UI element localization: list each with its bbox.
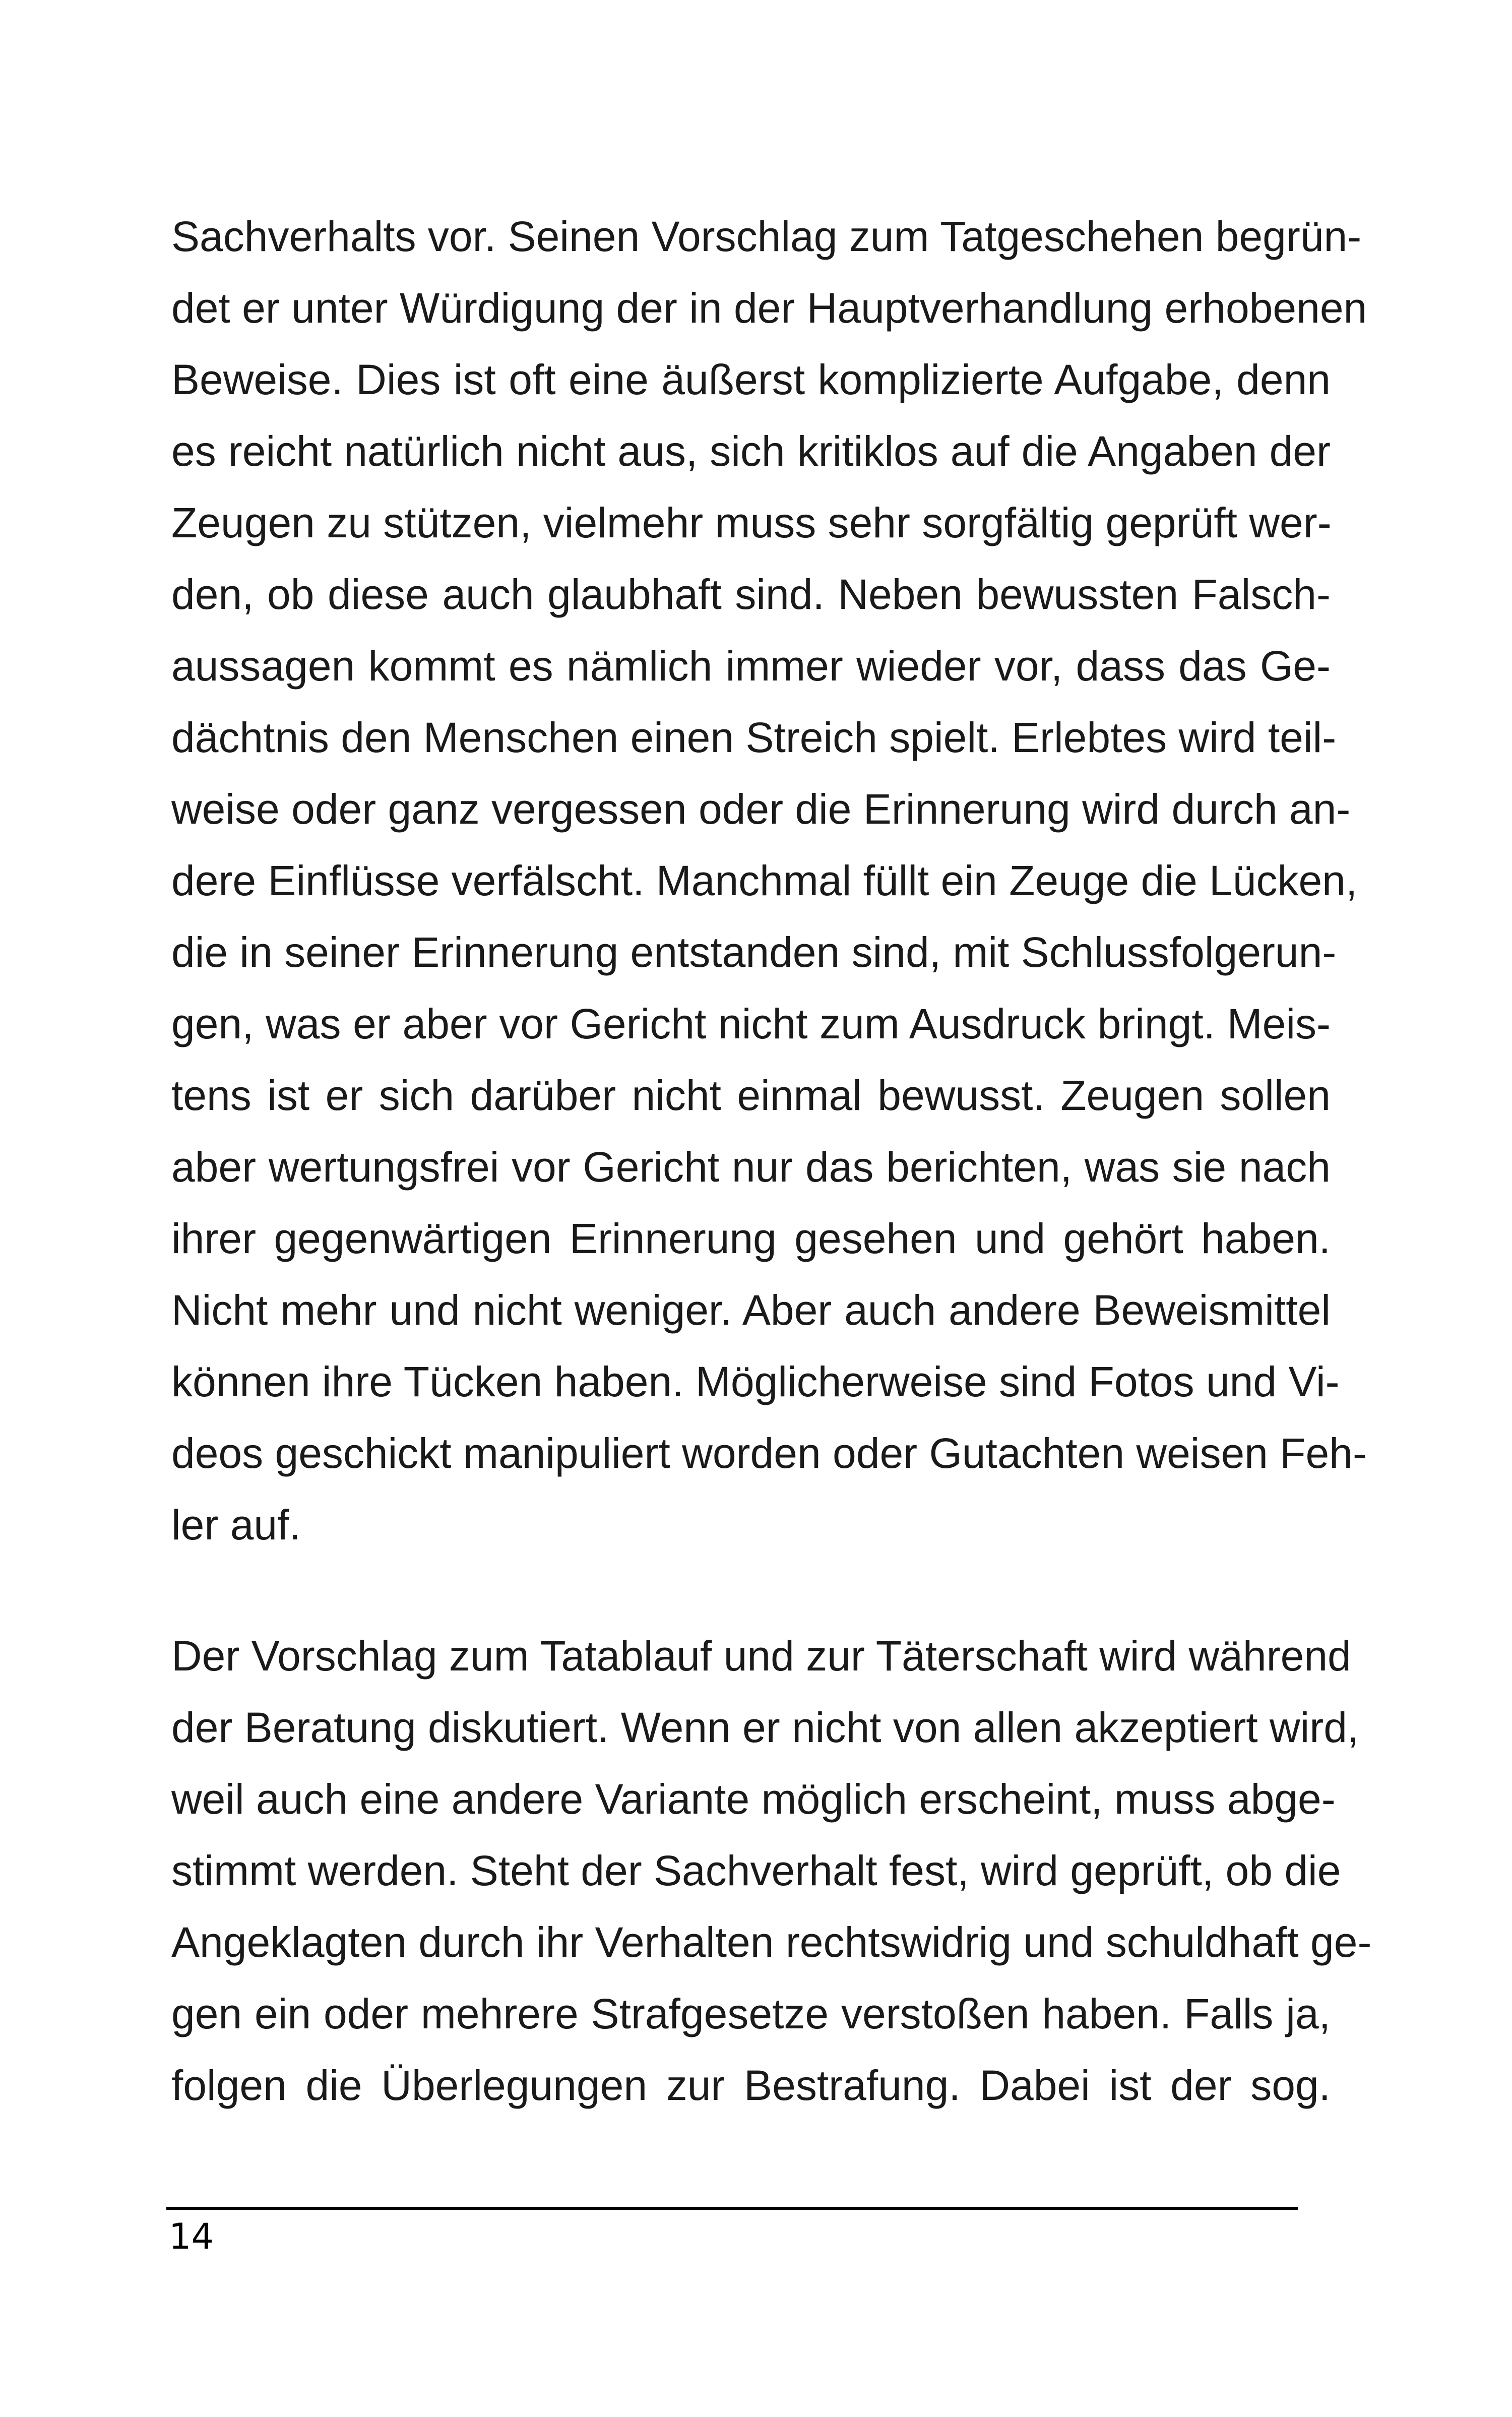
text-line: dächtnis den Menschen einen Streich spielt. Erlebtes wird teil- [171, 714, 1337, 761]
paragraph-2 [171, 1620, 1372, 2121]
text-line: können ihre Tücken haben. Möglicherweise sind Fotos und Vi- [171, 1358, 1340, 1405]
text-line: weil auch eine andere Variante möglich erscheint, muss abge- [171, 1775, 1336, 1823]
text-line: die in seiner Erinnerung entstanden sind, mit Schlussfolgerun- [171, 928, 1337, 976]
text-line: det er unter Würdigung der in der Hauptverhandlung erhobenen [171, 284, 1367, 332]
text-line: stimmt werden. Steht der Sachverhalt fest, wird geprüft, ob die [171, 1847, 1341, 1894]
footer-divider [166, 2207, 1298, 2210]
text-line: ler auf. [171, 1501, 301, 1548]
text-line: deos geschickt manipuliert worden oder Gutachten weisen Feh- [171, 1430, 1367, 1477]
text-line: Nicht mehr und nicht weniger. Aber auch andere Beweismittel [171, 1286, 1331, 1334]
text-line: aber wertungsfrei vor Gericht nur das berichten, was sie nach [171, 1143, 1331, 1191]
text-line: aussagen kommt es nämlich immer wieder vor, dass das Ge- [171, 642, 1331, 690]
text-line: Zeugen zu stützen, vielmehr muss sehr sorgfältig geprüft wer- [171, 499, 1332, 546]
text-line: der Beratung diskutiert. Wenn er nicht von allen akzeptiert wird, [171, 1704, 1359, 1751]
page-number: 14 [169, 2216, 214, 2257]
text-line: Beweise. Dies ist oft eine äußerst komplizierte Aufgabe, denn [171, 356, 1331, 403]
text-line: folgen die Überlegungen zur Bestrafung. Dabei ist der sog. [171, 2062, 1331, 2109]
text-line: Sachverhalts vor. Seinen Vorschlag zum Tatgeschehen begrün- [171, 213, 1362, 260]
text-line: gen, was er aber vor Gericht nicht zum Ausdruck bringt. Meis- [171, 1000, 1331, 1047]
text-line: es reicht natürlich nicht aus, sich kritiklos auf die Angaben der [171, 427, 1331, 475]
text-line: Angeklagten durch ihr Verhalten rechtswidrig und schuldhaft ge- [171, 1918, 1372, 1966]
text-line: Der Vorschlag zum Tatablauf und zur Täterschaft wird während [171, 1632, 1351, 1680]
text-line: dere Einflüsse verfälscht. Manchmal füllt ein Zeuge die Lücken, [171, 857, 1358, 904]
paragraph-1 [171, 201, 1367, 1561]
text-line: tens ist er sich darüber nicht einmal bewusst. Zeugen sollen [171, 1072, 1331, 1119]
text-line: ihrer gegenwärtigen Erinnerung gesehen und gehört haben. [171, 1215, 1331, 1262]
text-line: den, ob diese auch glaubhaft sind. Neben bewussten Falsch- [171, 571, 1331, 618]
text-line: gen ein oder mehrere Strafgesetze verstoßen haben. Falls ja, [171, 1990, 1331, 2037]
text-line: weise oder ganz vergessen oder die Erinnerung wird durch an- [171, 785, 1351, 833]
